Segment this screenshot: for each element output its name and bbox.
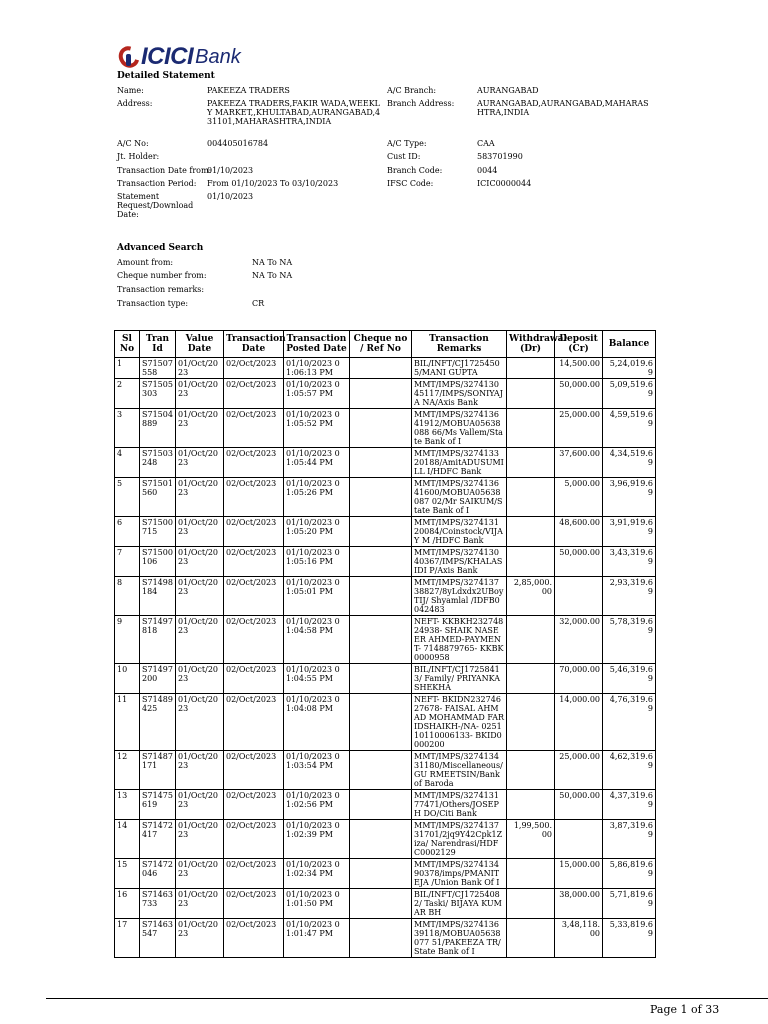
cell-sl-no: 14 bbox=[115, 820, 140, 859]
cell-remarks: MMT/IMPS/327413320188/AmitADUSUMILL I/HDFC Bank bbox=[412, 448, 507, 478]
amount-from-value: NA To NA bbox=[252, 258, 293, 267]
cell-sl-no: 17 bbox=[115, 919, 140, 958]
cell-cheque-ref-no bbox=[350, 577, 412, 616]
cell-withdrawal bbox=[507, 616, 555, 664]
cell-value-date: 01/Oct/2023 bbox=[176, 547, 224, 577]
table-row bbox=[115, 889, 656, 919]
ac-no-value: 004405016784 bbox=[207, 139, 269, 148]
cell-sl-no: 11 bbox=[115, 694, 140, 751]
cell-balance: 4,34,519.69 bbox=[603, 448, 656, 478]
cell-sl-no: 16 bbox=[115, 889, 140, 919]
cell-posted-date: 01/10/2023 01:04:55 PM bbox=[284, 664, 350, 694]
cell-withdrawal bbox=[507, 751, 555, 790]
transaction-date-from-label: Transaction Date from: bbox=[117, 166, 212, 175]
cell-transaction-date: 02/Oct/2023 bbox=[224, 478, 284, 517]
cell-tran-id: S71497818 bbox=[140, 616, 176, 664]
cell-cheque-ref-no bbox=[350, 751, 412, 790]
cell-tran-id: S71463733 bbox=[140, 889, 176, 919]
cell-tran-id: S71472417 bbox=[140, 820, 176, 859]
cell-tran-id: S71507558 bbox=[140, 358, 176, 379]
cell-cheque-ref-no bbox=[350, 889, 412, 919]
cell-cheque-ref-no bbox=[350, 859, 412, 889]
column-header-transaction-date: Transaction Date bbox=[224, 331, 284, 358]
cell-balance: 5,33,819.69 bbox=[603, 919, 656, 958]
cell-tran-id: S71500106 bbox=[140, 547, 176, 577]
cell-posted-date: 01/10/2023 01:01:47 PM bbox=[284, 919, 350, 958]
cell-cheque-ref-no bbox=[350, 517, 412, 547]
cell-transaction-date: 02/Oct/2023 bbox=[224, 664, 284, 694]
cell-deposit: 25,000.00 bbox=[555, 409, 603, 448]
table-row bbox=[115, 616, 656, 664]
cell-remarks: NEFT- BKIDN23274627678- FAISAL AHMAD MOHAMMAD FARIDSHAIKH-/NA- 025110110006133- BKID0000200 bbox=[412, 694, 507, 751]
icici-logo-icon bbox=[117, 44, 139, 70]
cell-deposit: 15,000.00 bbox=[555, 859, 603, 889]
cell-remarks: MMT/IMPS/327413490378/imps/PMANITEJA /Union Bank Of I bbox=[412, 859, 507, 889]
cell-balance: 5,71,819.69 bbox=[603, 889, 656, 919]
cell-transaction-date: 02/Oct/2023 bbox=[224, 694, 284, 751]
cell-withdrawal: 2,85,000.00 bbox=[507, 577, 555, 616]
branch-address-value: AURANGABAD,AURANGABAD,MAHARASHTRA,INDIA bbox=[477, 99, 649, 117]
ac-branch-label: A/C Branch: bbox=[387, 86, 437, 95]
cell-remarks: NEFT- KKBKH23274824938- SHAIK NASEER AHMED-PAYMENT- 7148879765- KKBK0000958 bbox=[412, 616, 507, 664]
cell-withdrawal bbox=[507, 664, 555, 694]
icici-logo bbox=[117, 42, 241, 72]
cell-withdrawal bbox=[507, 358, 555, 379]
statement-date-label: Statement Request/Download Date: bbox=[117, 192, 194, 219]
cell-transaction-date: 02/Oct/2023 bbox=[224, 790, 284, 820]
statement-date-value: 01/10/2023 bbox=[207, 192, 254, 201]
cell-tran-id: S71463547 bbox=[140, 919, 176, 958]
cell-balance: 5,86,819.69 bbox=[603, 859, 656, 889]
cell-remarks: BIL/INFT/CJ17258413/ Family/ PRIYANKA SHEKHA bbox=[412, 664, 507, 694]
cell-cheque-ref-no bbox=[350, 664, 412, 694]
amount-from-label: Amount from: bbox=[117, 258, 174, 267]
cell-sl-no: 8 bbox=[115, 577, 140, 616]
cell-transaction-date: 02/Oct/2023 bbox=[224, 409, 284, 448]
cell-transaction-date: 02/Oct/2023 bbox=[224, 448, 284, 478]
cell-deposit: 37,600.00 bbox=[555, 448, 603, 478]
cell-balance: 3,43,319.69 bbox=[603, 547, 656, 577]
column-header-remarks: Transaction Remarks bbox=[412, 331, 507, 358]
cell-sl-no: 4 bbox=[115, 448, 140, 478]
cell-transaction-date: 02/Oct/2023 bbox=[224, 517, 284, 547]
cell-value-date: 01/Oct/2023 bbox=[176, 790, 224, 820]
cell-tran-id: S71505303 bbox=[140, 379, 176, 409]
cell-value-date: 01/Oct/2023 bbox=[176, 448, 224, 478]
footer-divider bbox=[46, 998, 768, 999]
cell-balance: 5,46,319.69 bbox=[603, 664, 656, 694]
cell-remarks: MMT/IMPS/327413120084/Coinstock/VIJAY M /HDFC Bank bbox=[412, 517, 507, 547]
cell-sl-no: 2 bbox=[115, 379, 140, 409]
cheque-number-label: Cheque number from: bbox=[117, 271, 207, 280]
cell-deposit bbox=[555, 820, 603, 859]
cell-balance: 2,93,319.69 bbox=[603, 577, 656, 616]
cell-withdrawal bbox=[507, 409, 555, 448]
table-row bbox=[115, 478, 656, 517]
cell-value-date: 01/Oct/2023 bbox=[176, 577, 224, 616]
cell-transaction-date: 02/Oct/2023 bbox=[224, 889, 284, 919]
cell-tran-id: S71501560 bbox=[140, 478, 176, 517]
address-label: Address: bbox=[117, 99, 153, 108]
cell-transaction-date: 02/Oct/2023 bbox=[224, 547, 284, 577]
cell-remarks: MMT/IMPS/327413738827/8yLdxdx2UBoyTIJ/ Shyamlal /IDFB0042483 bbox=[412, 577, 507, 616]
table-row bbox=[115, 694, 656, 751]
column-header-withdrawal: Withdrawal (Dr) bbox=[507, 331, 555, 358]
table-row bbox=[115, 409, 656, 448]
name-value: PAKEEZA TRADERS bbox=[207, 86, 290, 95]
cell-deposit: 25,000.00 bbox=[555, 751, 603, 790]
cell-balance: 4,59,519.69 bbox=[603, 409, 656, 448]
branch-code-value: 0044 bbox=[477, 166, 498, 175]
ac-branch-value: AURANGABAD bbox=[477, 86, 539, 95]
cell-deposit: 14,000.00 bbox=[555, 694, 603, 751]
cell-sl-no: 7 bbox=[115, 547, 140, 577]
cell-posted-date: 01/10/2023 01:02:56 PM bbox=[284, 790, 350, 820]
cell-withdrawal bbox=[507, 859, 555, 889]
cell-posted-date: 01/10/2023 01:05:26 PM bbox=[284, 478, 350, 517]
cell-deposit: 14,500.00 bbox=[555, 358, 603, 379]
cell-cheque-ref-no bbox=[350, 478, 412, 517]
logo-bank-text: Bank bbox=[195, 45, 241, 68]
cell-balance: 5,24,019.69 bbox=[603, 358, 656, 379]
cell-value-date: 01/Oct/2023 bbox=[176, 478, 224, 517]
cell-posted-date: 01/10/2023 01:04:08 PM bbox=[284, 694, 350, 751]
cell-sl-no: 9 bbox=[115, 616, 140, 664]
cell-value-date: 01/Oct/2023 bbox=[176, 751, 224, 790]
cell-remarks: MMT/IMPS/327413045117/IMPS/SONIYAJA NA/Axis Bank bbox=[412, 379, 507, 409]
cell-transaction-date: 02/Oct/2023 bbox=[224, 859, 284, 889]
branch-address-label: Branch Address: bbox=[387, 99, 455, 108]
cell-sl-no: 3 bbox=[115, 409, 140, 448]
cell-value-date: 01/Oct/2023 bbox=[176, 616, 224, 664]
cell-balance: 3,91,919.69 bbox=[603, 517, 656, 547]
cell-balance: 5,78,319.69 bbox=[603, 616, 656, 664]
cell-deposit: 50,000.00 bbox=[555, 547, 603, 577]
logo-brand-text: ICICI bbox=[141, 43, 194, 70]
cell-tran-id: S71504889 bbox=[140, 409, 176, 448]
cell-sl-no: 13 bbox=[115, 790, 140, 820]
page-title: Detailed Statement bbox=[117, 71, 215, 81]
cell-posted-date: 01/10/2023 01:05:44 PM bbox=[284, 448, 350, 478]
table-row bbox=[115, 547, 656, 577]
cell-remarks: MMT/IMPS/327413431180/Miscellaneous/GU RMEETSIN/Bank of Baroda bbox=[412, 751, 507, 790]
cust-id-value: 583701990 bbox=[477, 152, 523, 161]
table-row bbox=[115, 751, 656, 790]
table-row bbox=[115, 448, 656, 478]
cell-balance: 4,37,319.69 bbox=[603, 790, 656, 820]
table-row bbox=[115, 820, 656, 859]
table-row bbox=[115, 919, 656, 958]
cell-remarks: BIL/INFT/CJ17254505/MANI GUPTA bbox=[412, 358, 507, 379]
table-header-row bbox=[115, 331, 656, 358]
table-row bbox=[115, 664, 656, 694]
cell-value-date: 01/Oct/2023 bbox=[176, 664, 224, 694]
cell-cheque-ref-no bbox=[350, 358, 412, 379]
address-value: PAKEEZA TRADERS,FAKIR WADA,WEEKLY MARKET,,KHULTABAD,AURANGABAD,431101,MAHARASHTRA,INDIA bbox=[207, 99, 381, 126]
cell-tran-id: S71489425 bbox=[140, 694, 176, 751]
cell-posted-date: 01/10/2023 01:04:58 PM bbox=[284, 616, 350, 664]
cell-withdrawal bbox=[507, 517, 555, 547]
branch-code-label: Branch Code: bbox=[387, 166, 443, 175]
cell-deposit: 32,000.00 bbox=[555, 616, 603, 664]
cell-value-date: 01/Oct/2023 bbox=[176, 919, 224, 958]
transactions-table bbox=[114, 330, 656, 958]
cell-remarks: MMT/IMPS/327413177471/Others/JOSEPH DO/Citi Bank bbox=[412, 790, 507, 820]
name-label: Name: bbox=[117, 86, 144, 95]
cell-posted-date: 01/10/2023 01:01:50 PM bbox=[284, 889, 350, 919]
cell-deposit: 5,000.00 bbox=[555, 478, 603, 517]
cell-sl-no: 5 bbox=[115, 478, 140, 517]
cell-posted-date: 01/10/2023 01:05:52 PM bbox=[284, 409, 350, 448]
ac-no-label: A/C No: bbox=[117, 139, 149, 148]
table-row bbox=[115, 859, 656, 889]
table-row bbox=[115, 517, 656, 547]
cell-transaction-date: 02/Oct/2023 bbox=[224, 919, 284, 958]
cell-deposit: 3,48,118.00 bbox=[555, 919, 603, 958]
cell-deposit: 38,000.00 bbox=[555, 889, 603, 919]
cell-posted-date: 01/10/2023 01:05:57 PM bbox=[284, 379, 350, 409]
cell-posted-date: 01/10/2023 01:05:16 PM bbox=[284, 547, 350, 577]
cell-sl-no: 15 bbox=[115, 859, 140, 889]
cell-transaction-date: 02/Oct/2023 bbox=[224, 577, 284, 616]
cell-withdrawal bbox=[507, 448, 555, 478]
cell-cheque-ref-no bbox=[350, 547, 412, 577]
cell-balance: 3,96,919.69 bbox=[603, 478, 656, 517]
column-header-deposit: Deposit (Cr) bbox=[555, 331, 603, 358]
column-header-cheque-ref-no: Cheque no / Ref No bbox=[350, 331, 412, 358]
cell-tran-id: S71497200 bbox=[140, 664, 176, 694]
cell-balance: 4,76,319.69 bbox=[603, 694, 656, 751]
table-row bbox=[115, 790, 656, 820]
column-header-value-date: Value Date bbox=[176, 331, 224, 358]
cell-value-date: 01/Oct/2023 bbox=[176, 694, 224, 751]
cell-posted-date: 01/10/2023 01:06:13 PM bbox=[284, 358, 350, 379]
advanced-search-heading: Advanced Search bbox=[117, 243, 204, 253]
cell-transaction-date: 02/Oct/2023 bbox=[224, 379, 284, 409]
cell-value-date: 01/Oct/2023 bbox=[176, 859, 224, 889]
cell-posted-date: 01/10/2023 01:02:34 PM bbox=[284, 859, 350, 889]
cell-remarks: MMT/IMPS/327413641600/MOBUA05638087 02/Mr SAIKUM/State Bank of I bbox=[412, 478, 507, 517]
transaction-date-from-value: 01/10/2023 bbox=[207, 166, 254, 175]
transaction-period-value: From 01/10/2023 To 03/10/2023 bbox=[207, 179, 339, 188]
cust-id-label: Cust ID: bbox=[387, 152, 421, 161]
column-header-tran-id: Tran Id bbox=[140, 331, 176, 358]
cell-value-date: 01/Oct/2023 bbox=[176, 517, 224, 547]
cell-withdrawal bbox=[507, 790, 555, 820]
cell-cheque-ref-no bbox=[350, 616, 412, 664]
ac-type-label: A/C Type: bbox=[387, 139, 427, 148]
page-number: Page 1 of 33 bbox=[650, 1003, 720, 1016]
column-header-posted-date: Transaction Posted Date bbox=[284, 331, 350, 358]
cell-withdrawal bbox=[507, 379, 555, 409]
cell-deposit: 48,600.00 bbox=[555, 517, 603, 547]
cell-cheque-ref-no bbox=[350, 379, 412, 409]
cell-transaction-date: 02/Oct/2023 bbox=[224, 616, 284, 664]
cell-cheque-ref-no bbox=[350, 448, 412, 478]
cell-balance: 4,62,319.69 bbox=[603, 751, 656, 790]
cell-deposit bbox=[555, 577, 603, 616]
column-header-balance: Balance bbox=[603, 331, 656, 358]
table-row bbox=[115, 358, 656, 379]
cell-withdrawal bbox=[507, 889, 555, 919]
cell-posted-date: 01/10/2023 01:05:20 PM bbox=[284, 517, 350, 547]
cell-remarks: MMT/IMPS/327413040367/IMPS/KHALASIDI P/Axis Bank bbox=[412, 547, 507, 577]
cell-balance: 5,09,519.69 bbox=[603, 379, 656, 409]
table-row bbox=[115, 577, 656, 616]
transaction-remarks-label: Transaction remarks: bbox=[117, 285, 205, 294]
cell-sl-no: 12 bbox=[115, 751, 140, 790]
transaction-type-value: CR bbox=[252, 299, 265, 308]
cell-posted-date: 01/10/2023 01:02:39 PM bbox=[284, 820, 350, 859]
cell-tran-id: S71487171 bbox=[140, 751, 176, 790]
cell-cheque-ref-no bbox=[350, 820, 412, 859]
cell-tran-id: S71472046 bbox=[140, 859, 176, 889]
cell-tran-id: S71475619 bbox=[140, 790, 176, 820]
cell-withdrawal bbox=[507, 547, 555, 577]
cell-sl-no: 1 bbox=[115, 358, 140, 379]
cell-value-date: 01/Oct/2023 bbox=[176, 379, 224, 409]
cell-withdrawal bbox=[507, 478, 555, 517]
column-header-sl-no: Sl No bbox=[115, 331, 140, 358]
cell-remarks: MMT/IMPS/327413639118/MOBUA05638077 51/PAKEEZA TR/State Bank of I bbox=[412, 919, 507, 958]
cell-withdrawal: 1,99,500.00 bbox=[507, 820, 555, 859]
cell-deposit: 50,000.00 bbox=[555, 790, 603, 820]
cell-transaction-date: 02/Oct/2023 bbox=[224, 820, 284, 859]
cell-deposit: 70,000.00 bbox=[555, 664, 603, 694]
cell-posted-date: 01/10/2023 01:03:54 PM bbox=[284, 751, 350, 790]
cell-balance: 3,87,319.69 bbox=[603, 820, 656, 859]
cell-transaction-date: 02/Oct/2023 bbox=[224, 358, 284, 379]
cell-cheque-ref-no bbox=[350, 409, 412, 448]
jt-holder-label: Jt. Holder: bbox=[117, 152, 160, 161]
cell-value-date: 01/Oct/2023 bbox=[176, 820, 224, 859]
cell-cheque-ref-no bbox=[350, 790, 412, 820]
cell-cheque-ref-no bbox=[350, 694, 412, 751]
cell-transaction-date: 02/Oct/2023 bbox=[224, 751, 284, 790]
cell-value-date: 01/Oct/2023 bbox=[176, 409, 224, 448]
cell-tran-id: S71498184 bbox=[140, 577, 176, 616]
cell-sl-no: 6 bbox=[115, 517, 140, 547]
cell-remarks: MMT/IMPS/327413731701/2jq9Y42Cpk1Ziza/ Narendrasi/HDFC0002129 bbox=[412, 820, 507, 859]
ifsc-code-value: ICIC0000044 bbox=[477, 179, 532, 188]
table-row bbox=[115, 379, 656, 409]
ifsc-code-label: IFSC Code: bbox=[387, 179, 434, 188]
transaction-period-label: Transaction Period: bbox=[117, 179, 197, 188]
cell-withdrawal bbox=[507, 919, 555, 958]
cell-value-date: 01/Oct/2023 bbox=[176, 358, 224, 379]
cell-tran-id: S71503248 bbox=[140, 448, 176, 478]
cell-withdrawal bbox=[507, 694, 555, 751]
cell-deposit: 50,000.00 bbox=[555, 379, 603, 409]
cell-value-date: 01/Oct/2023 bbox=[176, 889, 224, 919]
cell-tran-id: S71500715 bbox=[140, 517, 176, 547]
cheque-number-value: NA To NA bbox=[252, 271, 293, 280]
cell-remarks: BIL/INFT/CJ17254082/ Taski/ BIJAYA KUMAR BH bbox=[412, 889, 507, 919]
ac-type-value: CAA bbox=[477, 139, 495, 148]
transaction-type-label: Transaction type: bbox=[117, 299, 189, 308]
cell-remarks: MMT/IMPS/327413641912/MOBUA05638088 66/Ms Vallem/State Bank of I bbox=[412, 409, 507, 448]
cell-cheque-ref-no bbox=[350, 919, 412, 958]
cell-posted-date: 01/10/2023 01:05:01 PM bbox=[284, 577, 350, 616]
cell-sl-no: 10 bbox=[115, 664, 140, 694]
